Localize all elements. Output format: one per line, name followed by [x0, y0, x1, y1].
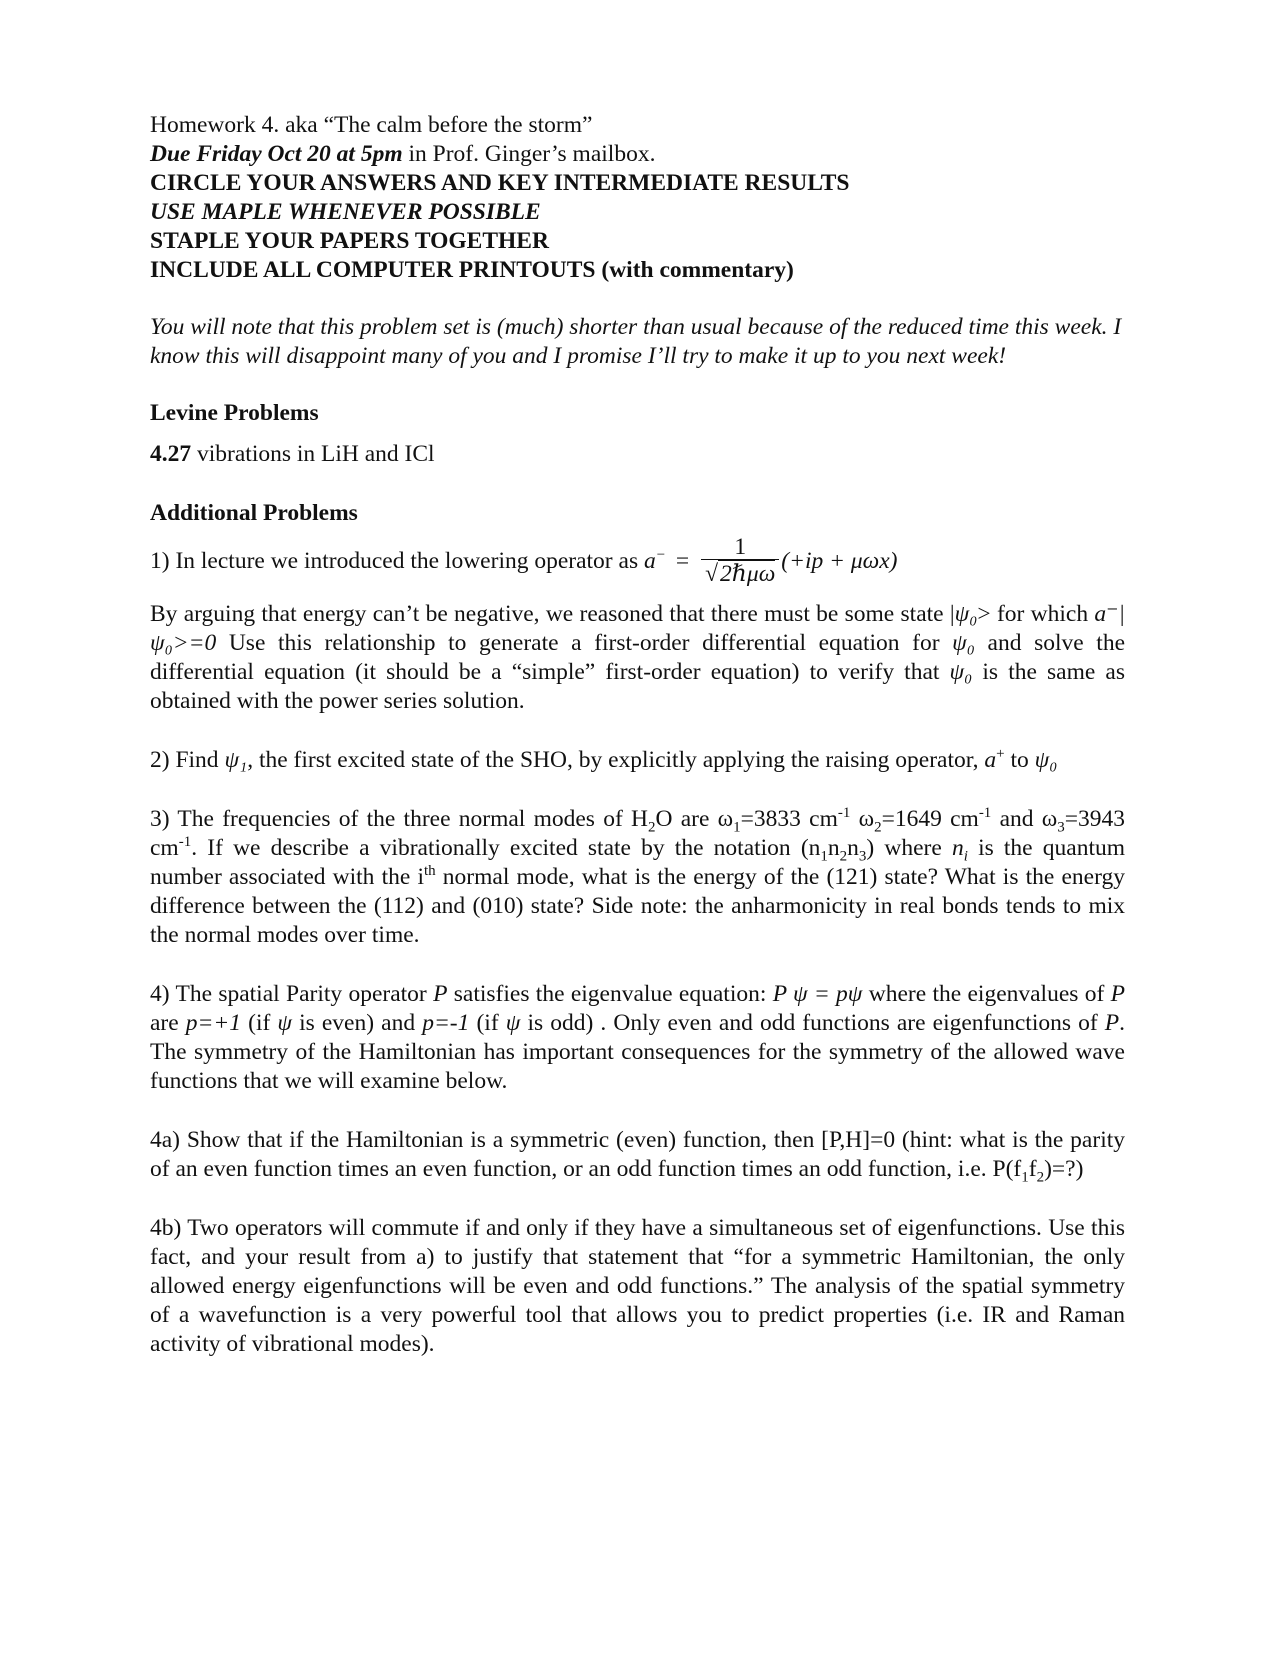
problem-1-text: By arguing that energy can’t be negative, we reasoned that there must be some state |ψ₀> for which a⁻|ψ₀>=0 Use this relationship to generate a first-order differential equation for ψ₀ and solve the differential equation (it should be a “simple” first-order equation) to verify that ψ₀ is the same as obtained with the power series solution.	[150, 601, 1126, 714]
intro-note: You will note that this problem set is (much) shorter than usual because of the reduced time this week. I know this will disappoint many of you and I promise I’ll try to make it up to you next week!	[150, 314, 1122, 369]
instruction-maple: USE MAPLE WHENEVER POSSIBLE	[150, 199, 541, 225]
homework-title: Homework 4. aka “The calm before the storm”	[150, 112, 593, 138]
instruction-circle: CIRCLE YOUR ANSWERS AND KEY INTERMEDIATE RESULTS	[150, 170, 850, 196]
due-line: Due Friday Oct 20 at 5pm in Prof. Ginger’s mailbox.	[150, 141, 656, 167]
instruction-staple: STAPLE YOUR PAPERS TOGETHER	[150, 228, 549, 254]
problem-4a: 4a) Show that if the Hamiltonian is a symmetric (even) function, then [P,H]=0 (hint: what is the parity of an even function times an even function, or an odd function times an odd function, i.e. $P(f_1f_2)=$?)	[150, 1127, 1125, 1186]
levine-problem: 4.27 vibrations in LiH and ICl	[150, 441, 435, 467]
levine-heading: Levine Problems	[150, 400, 319, 426]
problem-4: 4) The spatial Parity operator P satisfies the eigenvalue equation: P ψ = pψ where the eigenvalues of P are p=+1 (if ψ is even) and p=-1 (if ψ is odd) . Only even and odd functions are eigenfunctions of P. The symmetry of the Hamiltonian has important consequences for the symmetry of the allowed wave functions that we will examine below.	[150, 981, 1125, 1094]
problem-3: 3) The frequencies of the three normal modes of $H_2O$ are $\omega_1=3833$ $cm^{-1}$ $\omega_2=1649$ $cm^{-1}$ and $\omega_3=3943$ $cm^{-1}$. If we describe a vibrationally excited state by the notation $(n_1n_2n_3)$ where $n_i$ is the quantum number associated with the $i^{th}$ normal mode, what is the energy of the (121) state? What is the energy difference between the (112) and (010) state? Side note: the anharmonicity in real bonds tends to mix the normal modes over time.	[150, 805, 1126, 948]
formula-tail: (+ip + μωx)	[781, 547, 898, 574]
lowering-operator: a−	[643, 546, 666, 574]
additional-heading: Additional Problems	[150, 500, 358, 526]
due-date: Due Friday Oct 20 at 5pm	[150, 141, 403, 167]
problem-2: 2) Find ψ₁, the first excited state of the SHO, by explicitly applying the raising operator, a+ to ψ₀	[150, 746, 1058, 773]
instruction-include: INCLUDE ALL COMPUTER PRINTOUTS (with commentary)	[150, 257, 794, 283]
problem-1-intro: 1) In lecture we introduced the lowering operator as a− = $\frac{1}{\text{√2ℏμω}}$ (+ip + μωx)	[150, 534, 898, 587]
formula-fraction: $\frac{1}{\text{√2ℏμω}}$	[701, 535, 779, 587]
document-body	[150, 111, 1125, 1359]
problem-4b: 4b) Two operators will commute if and only if they have a simultaneous set of eigenfunctions. Use this fact, and your result from a) to justify that statement that “for a symmetric Hamiltonian, the only allowed energy eigenfunctions will be even and odd functions.” The analysis of the spatial symmetry of a wavefunction is a very powerful tool that allows you to predict properties (i.e. IR and Raman activity of vibrational modes).	[150, 1215, 1125, 1357]
